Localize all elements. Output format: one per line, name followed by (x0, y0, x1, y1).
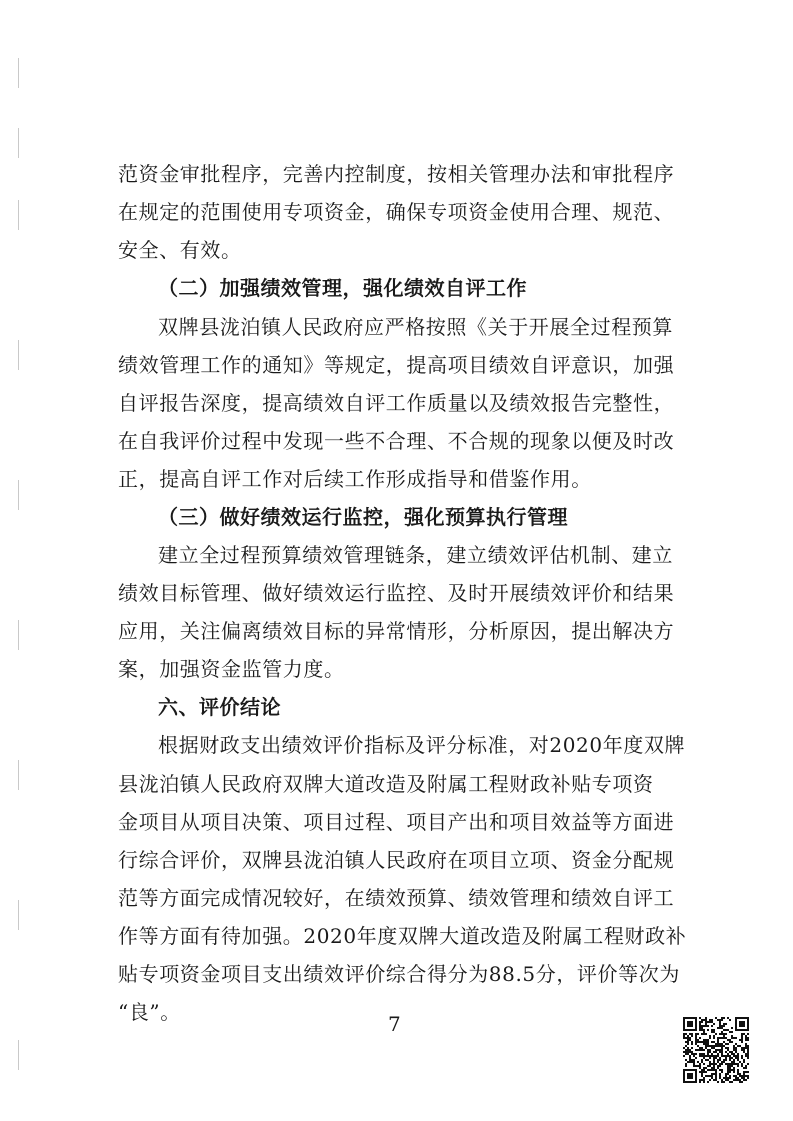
body-text-line: 正，提高自评工作对后续工作形成指导和借鉴作用。 (118, 467, 592, 491)
body-text-line: 在规定的范围使用专项资金，确保专项资金使用合理、规范、 (118, 200, 675, 224)
body-text-line: 绩效管理工作的通知》等规定，提高项目绩效自评意识，加强 (118, 353, 675, 377)
scan-margin-marks (18, 40, 24, 1100)
body-text-line: 县泷泊镇人民政府双牌大道改造及附属工程财政补贴专项资 (118, 772, 654, 796)
section-heading-6: 六、评价结论 (158, 695, 281, 719)
body-text-line: 安全、有效。 (118, 238, 242, 262)
body-text-line: 自评报告深度，提高绩效自评工作质量以及绩效报告完整性， (118, 391, 675, 415)
body-text-line: 作等方面有待加强。2020年度双牌大道改造及附属工程财政补 (118, 924, 687, 948)
body-text-line: 双牌县泷泊镇人民政府应严格按照《关于开展全过程预算 (158, 315, 673, 339)
body-text-line: 根据财政支出绩效评价指标及评分标准，对2020年度双牌 (158, 733, 686, 757)
page-number: 7 (388, 1012, 401, 1036)
qr-code-icon (683, 1017, 749, 1083)
body-text-line: 行综合评价，双牌县泷泊镇人民政府在项目立项、资金分配规 (118, 848, 675, 872)
body-text-line: 案，加强资金监管力度。 (118, 657, 345, 681)
body-text-line: 绩效目标管理、做好绩效运行监控、及时开展绩效评价和结果 (118, 581, 675, 605)
body-text-line: 在自我评价过程中发现一些不合理、不合规的现象以便及时改 (118, 429, 675, 453)
body-text-line: “良”。 (118, 1000, 181, 1024)
body-text-line: 建立全过程预算绩效管理链条，建立绩效评估机制、建立 (158, 543, 673, 567)
body-text-line: 贴专项资金项目支出绩效评价综合得分为88.5分，评价等次为 (118, 962, 680, 986)
body-text-line: 范等方面完成情况较好，在绩效预算、绩效管理和绩效自评工 (118, 886, 675, 910)
body-text-line: 范资金审批程序，完善内控制度，按相关管理办法和审批程序 (118, 162, 675, 186)
section-heading-2: （二）加强绩效管理，强化绩效自评工作 (158, 276, 527, 300)
body-text-line: 金项目从项目决策、项目过程、项目产出和项目效益等方面进 (118, 810, 675, 834)
body-text-line: 应用，关注偏离绩效目标的异常情形，分析原因，提出解决方 (118, 619, 675, 643)
section-heading-3: （三）做好绩效运行监控，强化预算执行管理 (158, 505, 568, 529)
